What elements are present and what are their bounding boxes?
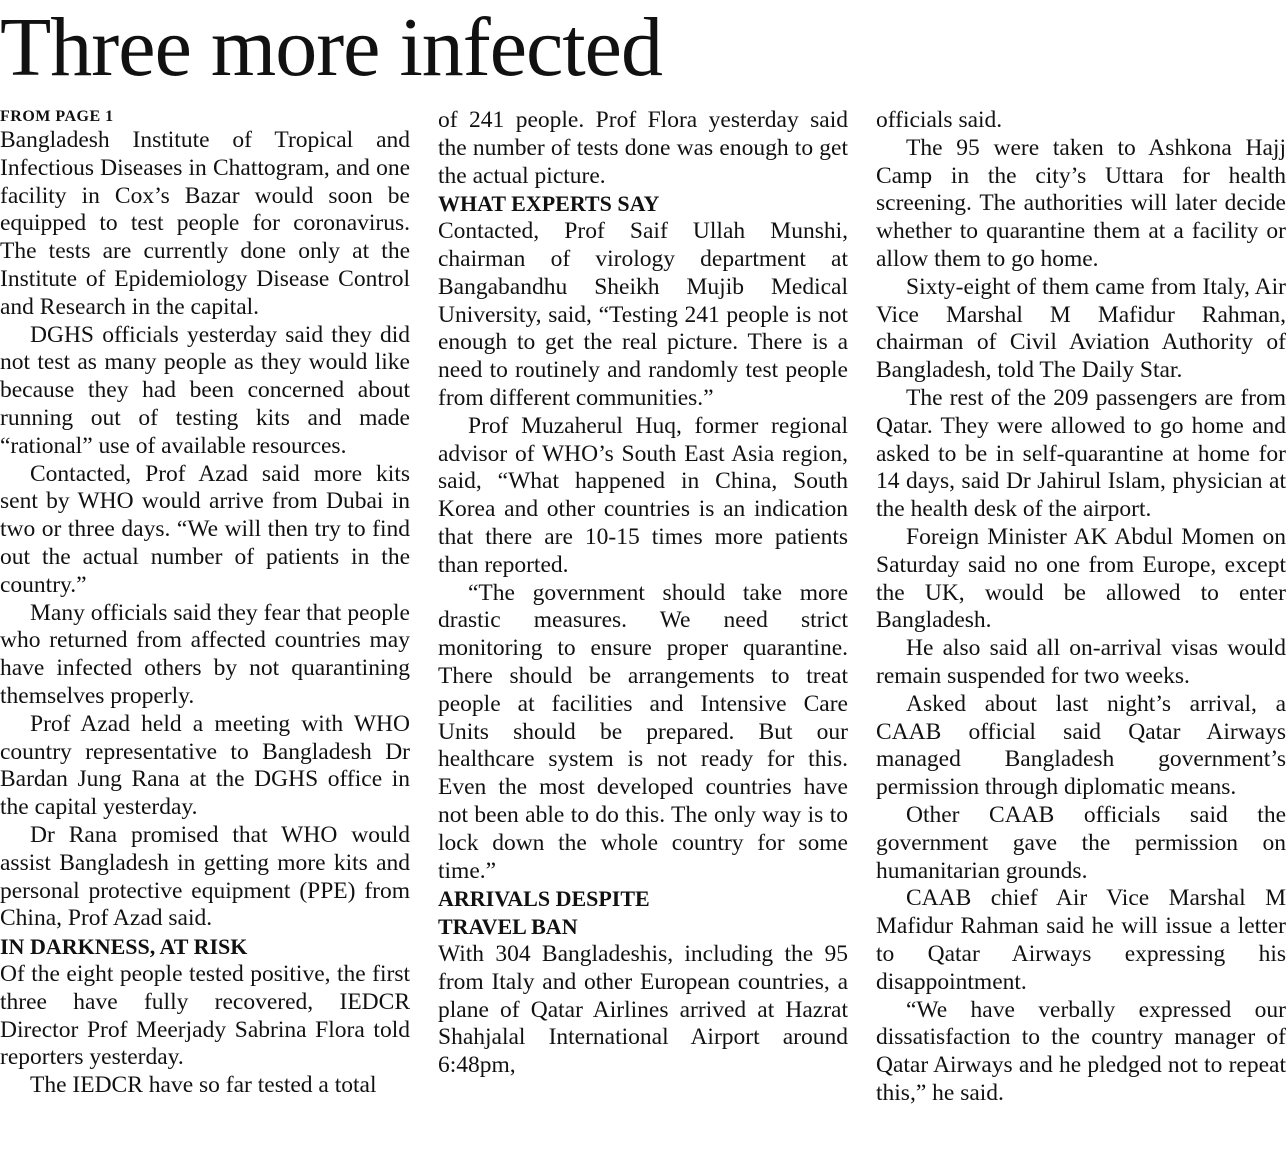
paragraph: “The government should take more drastic measures. We need strict monitoring to ensure proper quarantine. There should be arrangements to treat people at facilities and Intensive Care Units should be prepared. But our healthcare system is not ready for this. Even the most developed countries have not been able to do this. The only way is to lock down the whole country for some time.”: [438, 579, 848, 884]
paragraph: Other CAAB officials said the government gave the permission on humanitarian grounds.: [876, 801, 1286, 884]
paragraph: The 95 were taken to Ashkona Hajj Camp in the city’s Uttara for health screening. The authorities will later decide whether to quarantine them at a facility or allow them to go home.: [876, 134, 1286, 272]
jump-line: FROM PAGE 1: [0, 108, 114, 125]
paragraph: Sixty-eight of them came from Italy, Air Vice Marshal M Mafidur Rahman, chairman of Civil Aviation Authority of Bangladesh, told The Daily Star.: [876, 273, 1286, 384]
paragraph: Prof Muzaherul Huq, former regional advisor of WHO’s South East Asia region, said, “What happened in China, South Korea and other countries is an indication that there are 10-15 times more patients than reported.: [438, 412, 848, 578]
paragraph: Dr Rana promised that WHO would assist Bangladesh in getting more kits and personal protective equipment (PPE) from China, Prof Azad said.: [0, 821, 410, 932]
paragraph: officials said.: [876, 107, 1003, 133]
paragraph: Bangladesh Institute of Tropical and Infectious Diseases in Chattogram, and one facility in Cox’s Bazar would soon be equipped to test people for coronavirus. The tests are currently done only at the Institute of Epidemiology Disease Control and Research in the capital.: [0, 127, 410, 320]
article-column-2: [438, 107, 848, 1080]
paragraph: Asked about last night’s arrival, a CAAB official said Qatar Airways managed Bangladesh government’s permission through diplomatic means.: [876, 690, 1286, 801]
subheading-arrivals-line-2: TRAVEL BAN: [438, 914, 578, 940]
article-column-3: [876, 107, 1286, 1108]
paragraph: of 241 people. Prof Flora yesterday said the number of tests done was enough to get the actual picture.: [438, 107, 848, 189]
paragraph: “We have verbally expressed our dissatisfaction to the country manager of Qatar Airways and he pledged not to repeat this,” he said.: [876, 996, 1286, 1106]
paragraph: The rest of the 209 passengers are from Qatar. They were allowed to go home and asked to be in self-quarantine at home for 14 days, said Dr Jahirul Islam, physician at the health desk of the airport.: [876, 384, 1286, 523]
paragraph: Of the eight people tested positive, the first three have fully recovered, IEDCR Director Prof Meerjady Sabrina Flora told reporters yesterday.: [0, 960, 410, 1071]
subheading-what-experts-say: WHAT EXPERTS SAY: [438, 191, 660, 217]
paragraph: DGHS officials yesterday said they did not test as many people as they would like because they had been concerned about running out of testing kits and made “rational” use of available resources.: [0, 321, 410, 459]
paragraph: Contacted, Prof Saif Ullah Munshi, chairman of virology department at Bangabandhu Sheikh Mujib Medical University, said, “Testing 241 people is not enough to get the real picture. There is a need to routinely and randomly test people from different communities.”: [438, 218, 848, 411]
paragraph: Prof Azad held a meeting with WHO country representative to Bangladesh Dr Bardan Jung Rana at the DGHS office in the capital yesterday.: [0, 710, 410, 821]
paragraph: With 304 Bangladeshis, including the 95 from Italy and other European countries, a plane of Qatar Airlines arrived at Hazrat Shahjalal International Airport around 6:48pm,: [438, 940, 848, 1079]
headline: Three more infected: [0, 1, 662, 94]
subheading-in-darkness: IN DARKNESS, AT RISK: [0, 934, 248, 960]
paragraph: Contacted, Prof Azad said more kits sent by WHO would arrive from Dubai in two or three days. “We will then try to find out the actual number of patients in the country.”: [0, 460, 410, 598]
paragraph: The IEDCR have so far tested a total: [30, 1072, 377, 1099]
paragraph: Foreign Minister AK Abdul Momen on Saturday said no one from Europe, except the UK, would be allowed to enter Bangladesh.: [876, 523, 1286, 634]
paragraph: CAAB chief Air Vice Marshal M Mafidur Rahman said he will issue a letter to Qatar Airways expressing his disappointment.: [876, 885, 1286, 995]
paragraph: Many officials said they fear that people who returned from affected countries may have infected others by not quarantining themselves properly.: [0, 599, 410, 709]
subheading-arrivals-line-1: ARRIVALS DESPITE: [438, 886, 650, 912]
paragraph: He also said all on-arrival visas would remain suspended for two weeks.: [876, 635, 1286, 689]
article-column-1: [0, 107, 410, 1100]
